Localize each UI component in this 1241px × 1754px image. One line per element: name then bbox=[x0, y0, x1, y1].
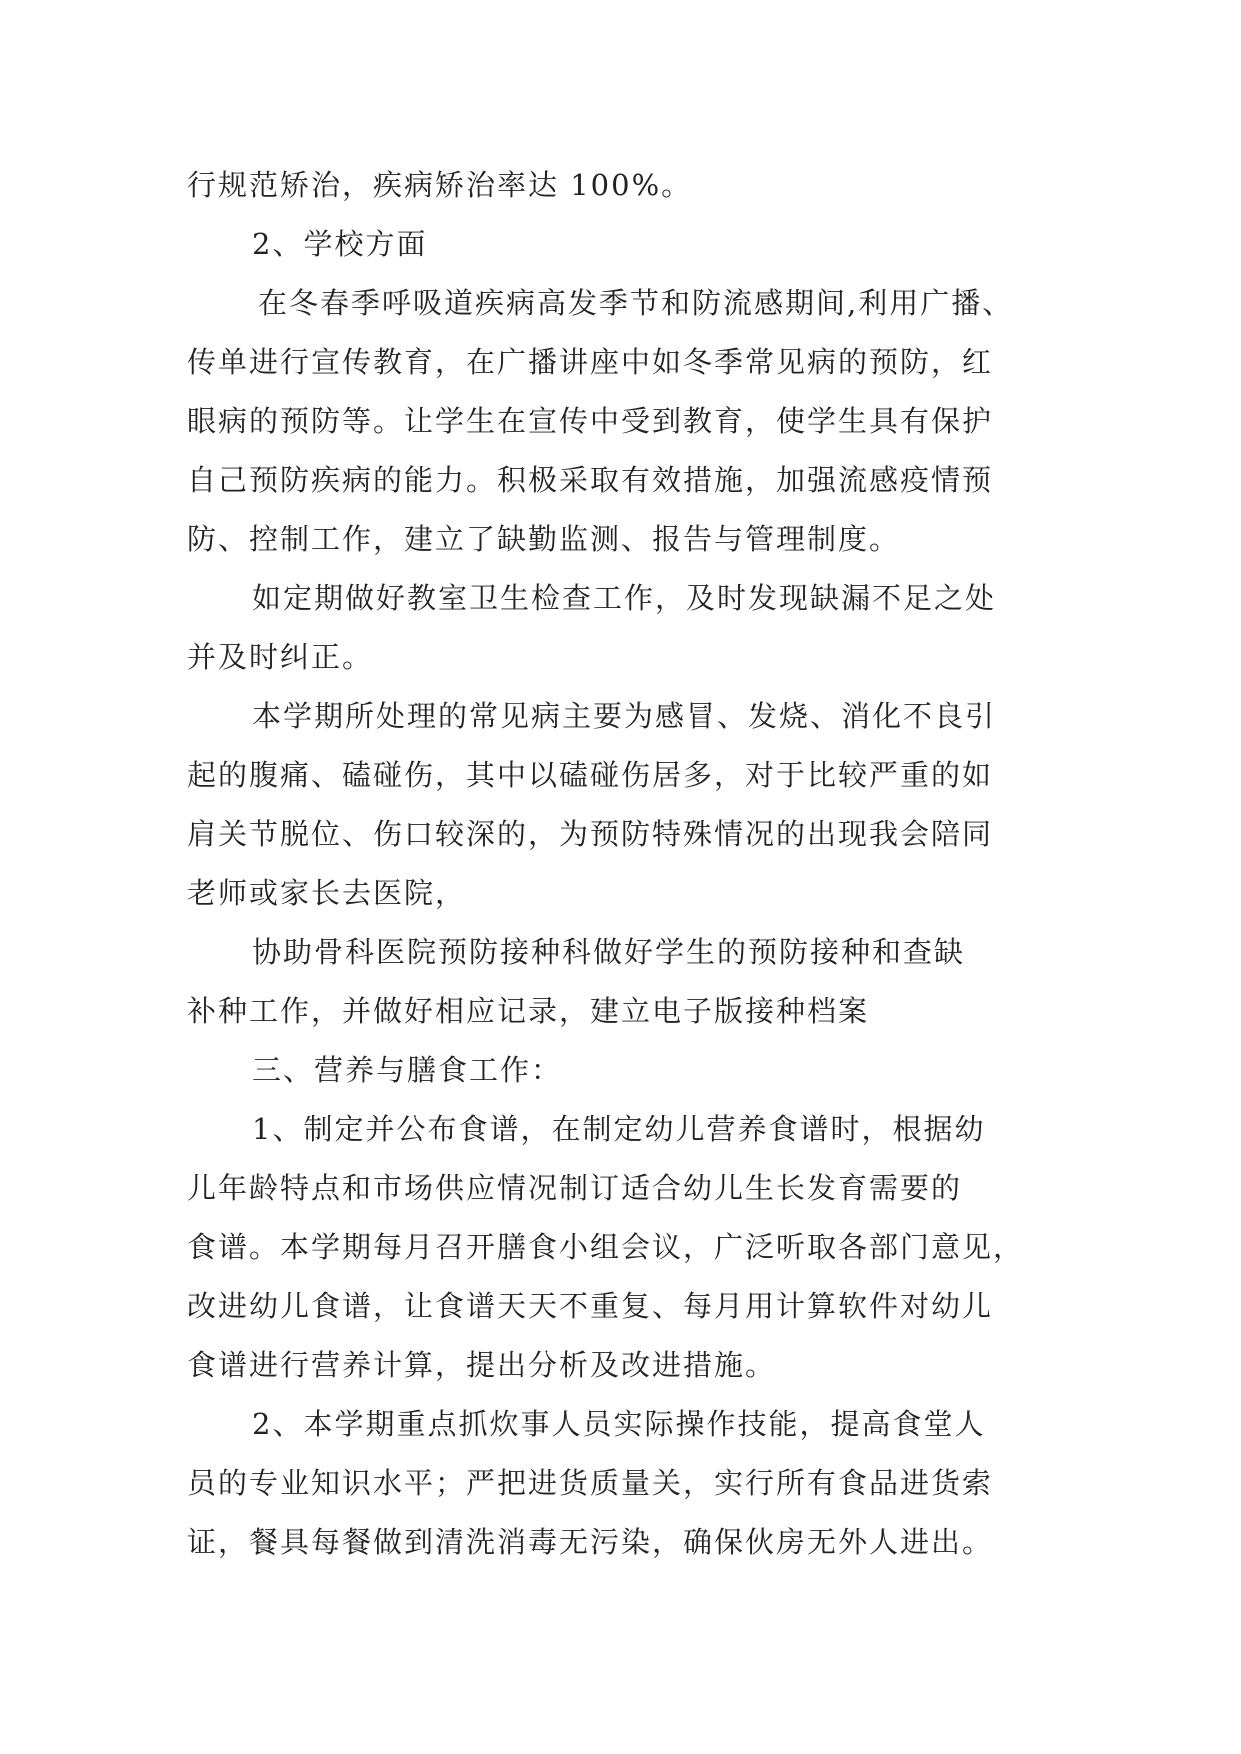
text-line: 2、学校方面 bbox=[252, 227, 428, 261]
text-line: 儿年龄特点和市场供应情况制订适合幼儿生长发育需要的 bbox=[187, 1171, 963, 1205]
text-line: 三、营养与膳食工作： bbox=[252, 1053, 563, 1087]
text-line: 协助骨科医院预防接种科做好学生的预防接种和查缺 bbox=[252, 935, 966, 969]
text-line: 改进幼儿食谱，让食谱天天不重复、每月用计算软件对幼儿 bbox=[187, 1289, 994, 1323]
text-line: 补种工作，并做好相应记录，建立电子版接种档案 bbox=[187, 994, 870, 1028]
text-line: 在冬春季呼吸道疾病高发季节和防流感期间,利用广播、 bbox=[258, 286, 1014, 320]
text-line: 2、本学期重点抓炊事人员实际操作技能，提高食堂人 bbox=[252, 1407, 986, 1441]
text-line: 1、制定并公布食谱，在制定幼儿营养食谱时，根据幼 bbox=[252, 1112, 986, 1146]
text-line: 眼病的预防等。让学生在宣传中受到教育，使学生具有保护 bbox=[187, 404, 994, 438]
text-line: 食谱。本学期每月召开膳食小组会议，广泛听取各部门意见， bbox=[187, 1230, 1025, 1264]
text-line: 老师或家长去医院， bbox=[187, 876, 467, 910]
text-line: 防、控制工作，建立了缺勤监测、报告与管理制度。 bbox=[187, 522, 901, 556]
text-line: 起的腹痛、磕碰伤，其中以磕碰伤居多，对于比较严重的如 bbox=[187, 758, 994, 792]
text-line: 行规范矫治，疾病矫治率达 100%。 bbox=[187, 168, 693, 202]
text-line: 并及时纠正。 bbox=[187, 640, 374, 674]
text-line: 自己预防疾病的能力。积极采取有效措施，加强流感疫情预 bbox=[187, 463, 994, 497]
text-line: 如定期做好教室卫生检查工作，及时发现缺漏不足之处 bbox=[252, 581, 997, 615]
text-line: 食谱进行营养计算，提出分析及改进措施。 bbox=[187, 1348, 777, 1382]
text-line: 本学期所处理的常见病主要为感冒、发烧、消化不良引 bbox=[252, 699, 997, 733]
text-line: 证，餐具每餐做到清洗消毒无污染，确保伙房无外人进出。 bbox=[187, 1525, 994, 1559]
text-line: 肩关节脱位、伤口较深的，为预防特殊情况的出现我会陪同 bbox=[187, 817, 994, 851]
text-line: 员的专业知识水平；严把进货质量关，实行所有食品进货索 bbox=[187, 1466, 994, 1500]
text-line: 传单进行宣传教育，在广播讲座中如冬季常见病的预防，红 bbox=[187, 345, 994, 379]
